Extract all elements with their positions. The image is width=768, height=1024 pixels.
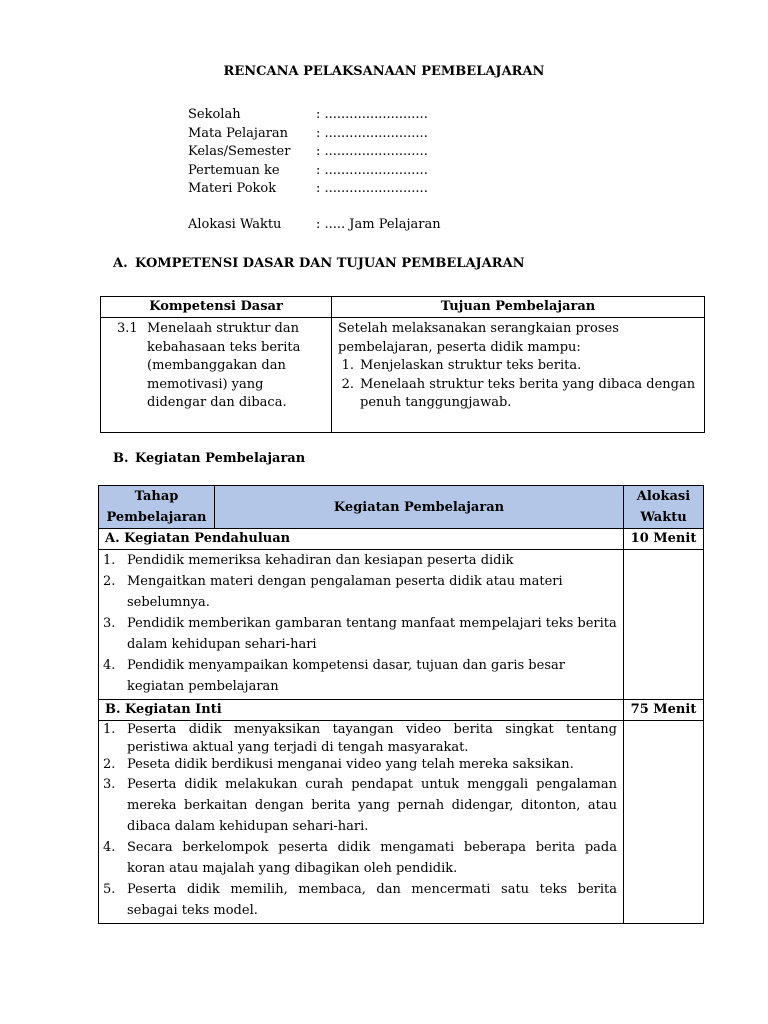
section-number: B.	[113, 451, 129, 466]
column-header-kegiatan: Kegiatan Pembelajaran	[215, 486, 624, 529]
phase-inti-activities	[99, 721, 624, 924]
info-value: : .........................	[316, 162, 428, 178]
info-value: : .........................	[316, 125, 428, 141]
tp-cell	[332, 318, 705, 433]
competency-table	[100, 296, 705, 433]
kd-number: 3.1	[117, 321, 138, 336]
info-value: : .........................	[316, 107, 428, 122]
kd-cell	[101, 318, 332, 433]
phase-inti-empty	[624, 721, 704, 924]
info-label: Materi Pokok	[188, 181, 277, 196]
column-header-alokasi: Alokasi Waktu	[624, 486, 704, 529]
list-item: 2. Mengaitkan materi dengan pengalaman peserta didik atau materi sebelumnya.	[103, 574, 563, 610]
info-label: Pertemuan ke	[188, 162, 280, 178]
info-value: : .........................	[316, 181, 428, 196]
document-title: RENCANA PELAKSANAAN PEMBELAJARAN	[223, 64, 545, 79]
list-item: 2. Peseta didik berdikusi menganai video yang telah mereka saksikan.	[103, 757, 574, 772]
info-label: Sekolah	[188, 107, 241, 122]
section-number: A.	[113, 256, 128, 271]
activity-list	[99, 550, 623, 699]
tp-intro: Setelah melaksanakan serangkaian proses pembelajaran, peserta didik mampu:	[338, 321, 619, 355]
list-item: 5. Peserta didik memilih, membaca, dan mencermati satu teks berita sebagai teks model.	[103, 882, 617, 918]
phase-inti-alloc: 75 Menit	[624, 700, 704, 721]
phase-pendahuluan-activities	[99, 550, 624, 700]
column-header-kompetensi: Kompetensi Dasar	[101, 297, 332, 318]
list-item: 4. Pendidik menyampaikan kompetensi dasar, tujuan dan garis besar kegiatan pembelajaran	[103, 658, 565, 694]
identity-block	[188, 106, 441, 234]
info-row-pertemuan	[188, 162, 441, 181]
list-item: 4. Secara berkelompok peserta didik mengamati beberapa berita pada koran atau majalah yang dibagikan oleh pendidik.	[103, 840, 617, 876]
info-label: Alokasi Waktu	[188, 216, 282, 232]
info-value: : .........................	[316, 144, 428, 159]
column-header-tahap: Tahap Pembelajaran	[99, 486, 215, 529]
info-label: Kelas/Semester	[188, 144, 291, 159]
info-row-mata-pelajaran	[188, 125, 441, 144]
info-row-kelas-semester	[188, 143, 441, 162]
info-label: Mata Pelajaran	[188, 125, 289, 141]
phase-pendahuluan-alloc: 10 Menit	[624, 529, 704, 550]
section-title: KOMPETENSI DASAR DAN TUJUAN PEMBELAJARAN	[135, 256, 525, 271]
info-row-materi-pokok	[188, 180, 441, 199]
info-row-sekolah	[188, 106, 441, 125]
info-row-alokasi-waktu	[188, 216, 441, 235]
list-item: 2. Menelaah struktur teks berita yang dibaca dengan penuh tanggungjawab.	[341, 376, 696, 410]
section-a-heading	[113, 256, 525, 271]
list-item: 3. Pendidik memberikan gambaran tentang manfaat mempelajari teks berita dalam kehidupan sehari-hari	[103, 616, 617, 652]
tp-list	[338, 357, 698, 413]
phase-pendahuluan-empty	[624, 550, 704, 700]
activity-list	[99, 721, 623, 923]
kd-text: Menelaah struktur dan kebahasaan teks berita (membanggakan dan memotivasi) yang didengar dan dibaca.	[147, 321, 301, 410]
info-value: : ..... Jam Pelajaran	[316, 216, 441, 232]
column-header-tujuan: Tujuan Pembelajaran	[332, 297, 705, 318]
activities-table	[98, 485, 704, 924]
section-title: Kegiatan Pembelajaran	[135, 451, 306, 466]
phase-inti-title: B. Kegiatan Inti	[99, 700, 624, 721]
list-item: 1. Peserta didik menyaksikan tayangan video berita singkat tentang peristiwa aktual yang terjadi di tengah masyarakat.	[103, 722, 617, 755]
phase-pendahuluan-title: A. Kegiatan Pendahuluan	[99, 529, 624, 550]
section-b-heading	[113, 451, 305, 466]
list-item: 1. Pendidik memeriksa kehadiran dan kesiapan peserta didik	[103, 553, 514, 568]
list-item: 3. Peserta didik melakukan curah pendapat untuk menggali pengalaman mereka berkaitan dengan berita yang pernah didengar, ditonton, atau dibaca dalam kehidupan sehari-hari.	[103, 777, 617, 834]
list-item: 1. Menjelaskan struktur teks berita.	[341, 358, 582, 373]
